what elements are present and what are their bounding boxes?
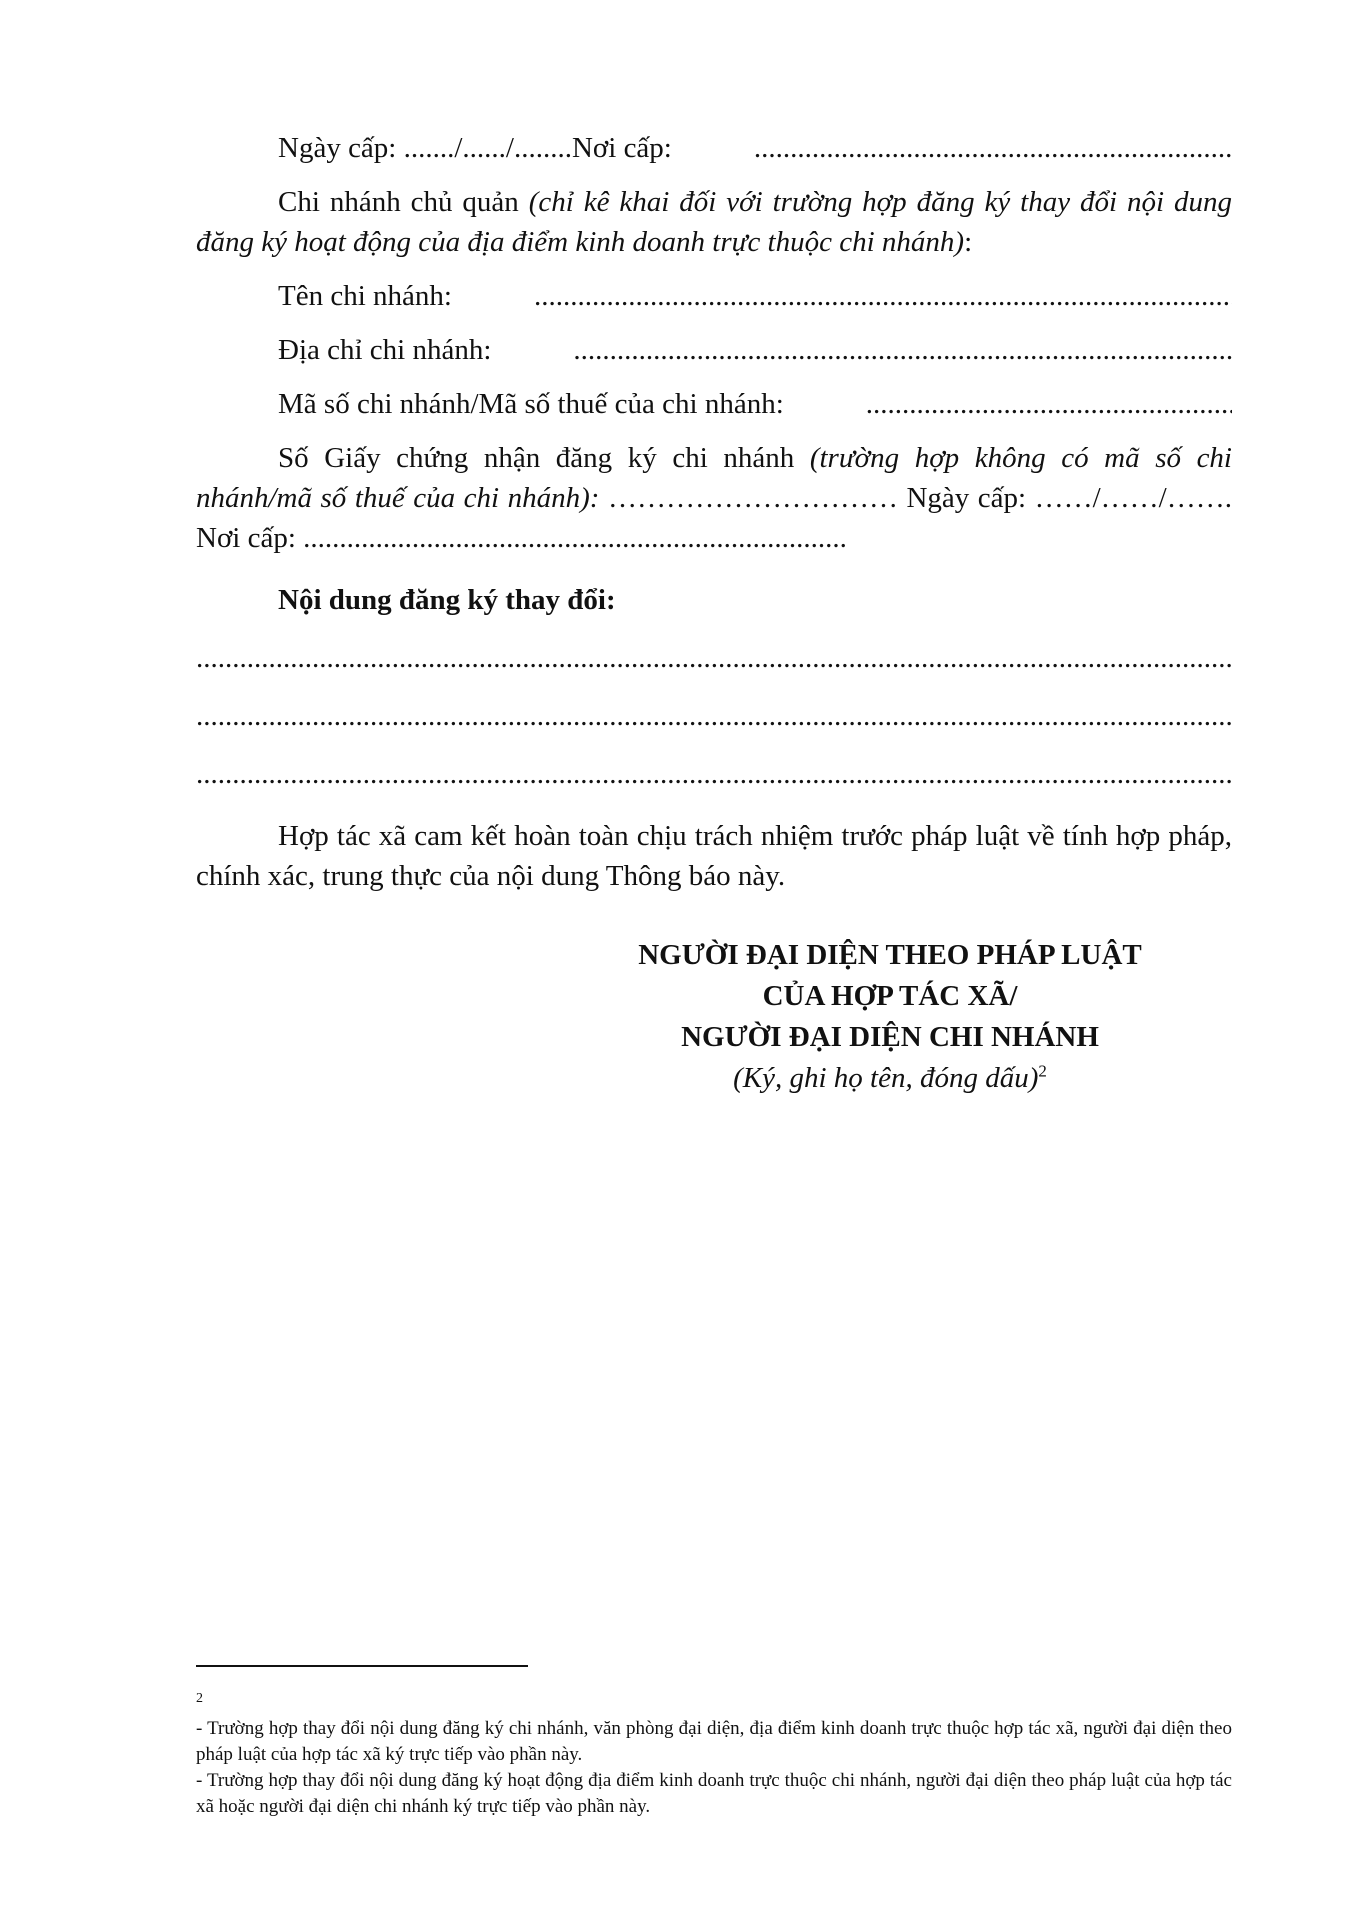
branch-certificate-dots: ...........................................................................	[303, 522, 847, 554]
branch-address-label: Địa chỉ chi nhánh:	[278, 334, 492, 366]
change-content-line-3	[196, 754, 1232, 794]
signature-title-line-3: NGƯỜI ĐẠI DIỆN CHI NHÁNH	[681, 1021, 1099, 1053]
footnote-item-2: - Trường hợp thay đổi nội dung đăng ký hoạt động địa điểm kinh doanh trực thuộc chi nhánh, người đại diện theo pháp luật của hợp tác xã hoặc người đại diện chi nhánh ký trực tiếp vào phần này.	[196, 1770, 1232, 1817]
signature-note: (Ký, ghi họ tên, đóng dấu)	[733, 1062, 1039, 1094]
parent-branch-lead: Chi nhánh chủ quản	[278, 186, 529, 218]
branch-name-label: Tên chi nhánh:	[278, 280, 452, 312]
branch-address-dots	[491, 330, 1232, 370]
commitment-paragraph: Hợp tác xã cam kết hoàn toàn chịu trách nhiệm trước pháp luật về tính hợp pháp, chính xác, trung thực của nội dung Thông báo này.	[196, 820, 1232, 892]
branch-code-label: Mã số chi nhánh/Mã số thuế của chi nhánh:	[278, 388, 784, 420]
branch-code-dots	[784, 384, 1232, 424]
footnote-number: 2	[196, 1691, 203, 1706]
branch-certificate-lead: Số Giấy chứng nhận đăng ký chi nhánh	[278, 442, 810, 474]
signature-instruction	[580, 1058, 1200, 1099]
parent-branch-note: (chỉ kê khai đối với trường hợp đăng ký thay đổi nội dung đăng ký hoạt động của địa điểm kinh doanh trực thuộc chi nhánh)	[196, 186, 1232, 258]
change-content-line-1	[196, 638, 1232, 678]
footnote-item-1: - Trường hợp thay đổi nội dung đăng ký chi nhánh, văn phòng đại diện, địa điểm kinh doanh trực thuộc hợp tác xã, người đại diện theo pháp luật của hợp tác xã ký trực tiếp vào phần này.	[196, 1718, 1232, 1765]
issue-date-label: Ngày cấp: ......./....../........Nơi cấp:	[278, 132, 672, 164]
branch-code-line	[196, 384, 1232, 424]
signature-title-line-1: NGƯỜI ĐẠI DIỆN THEO PHÁP LUẬT	[638, 939, 1142, 971]
branch-name-dots	[452, 276, 1232, 316]
change-content-line-2	[196, 696, 1232, 736]
branch-certificate-note: (trường hợp không có mã số chi nhánh/mã số thuế của chi nhánh):	[196, 442, 1232, 514]
signature-block	[580, 935, 1200, 1099]
issue-date-line	[196, 128, 1232, 168]
footnote-separator	[196, 1665, 528, 1667]
form-body	[196, 128, 1232, 896]
footnote	[196, 1686, 1232, 1820]
signature-title-line-2: CỦA HỢP TÁC XÃ/	[762, 980, 1018, 1012]
footnote-reference: 2	[1038, 1061, 1047, 1081]
branch-address-line	[196, 330, 1232, 370]
branch-certificate-fill: ………………………… Ngày cấp: ……/……/……. Nơi cấp:	[196, 482, 1232, 554]
parent-branch-colon: :	[964, 226, 973, 258]
issue-place-dots	[672, 128, 1232, 168]
change-content-heading: Nội dung đăng ký thay đổi:	[278, 584, 616, 616]
branch-name-line	[196, 276, 1232, 316]
parent-branch-paragraph	[196, 182, 1232, 262]
branch-certificate-paragraph	[196, 438, 1232, 558]
